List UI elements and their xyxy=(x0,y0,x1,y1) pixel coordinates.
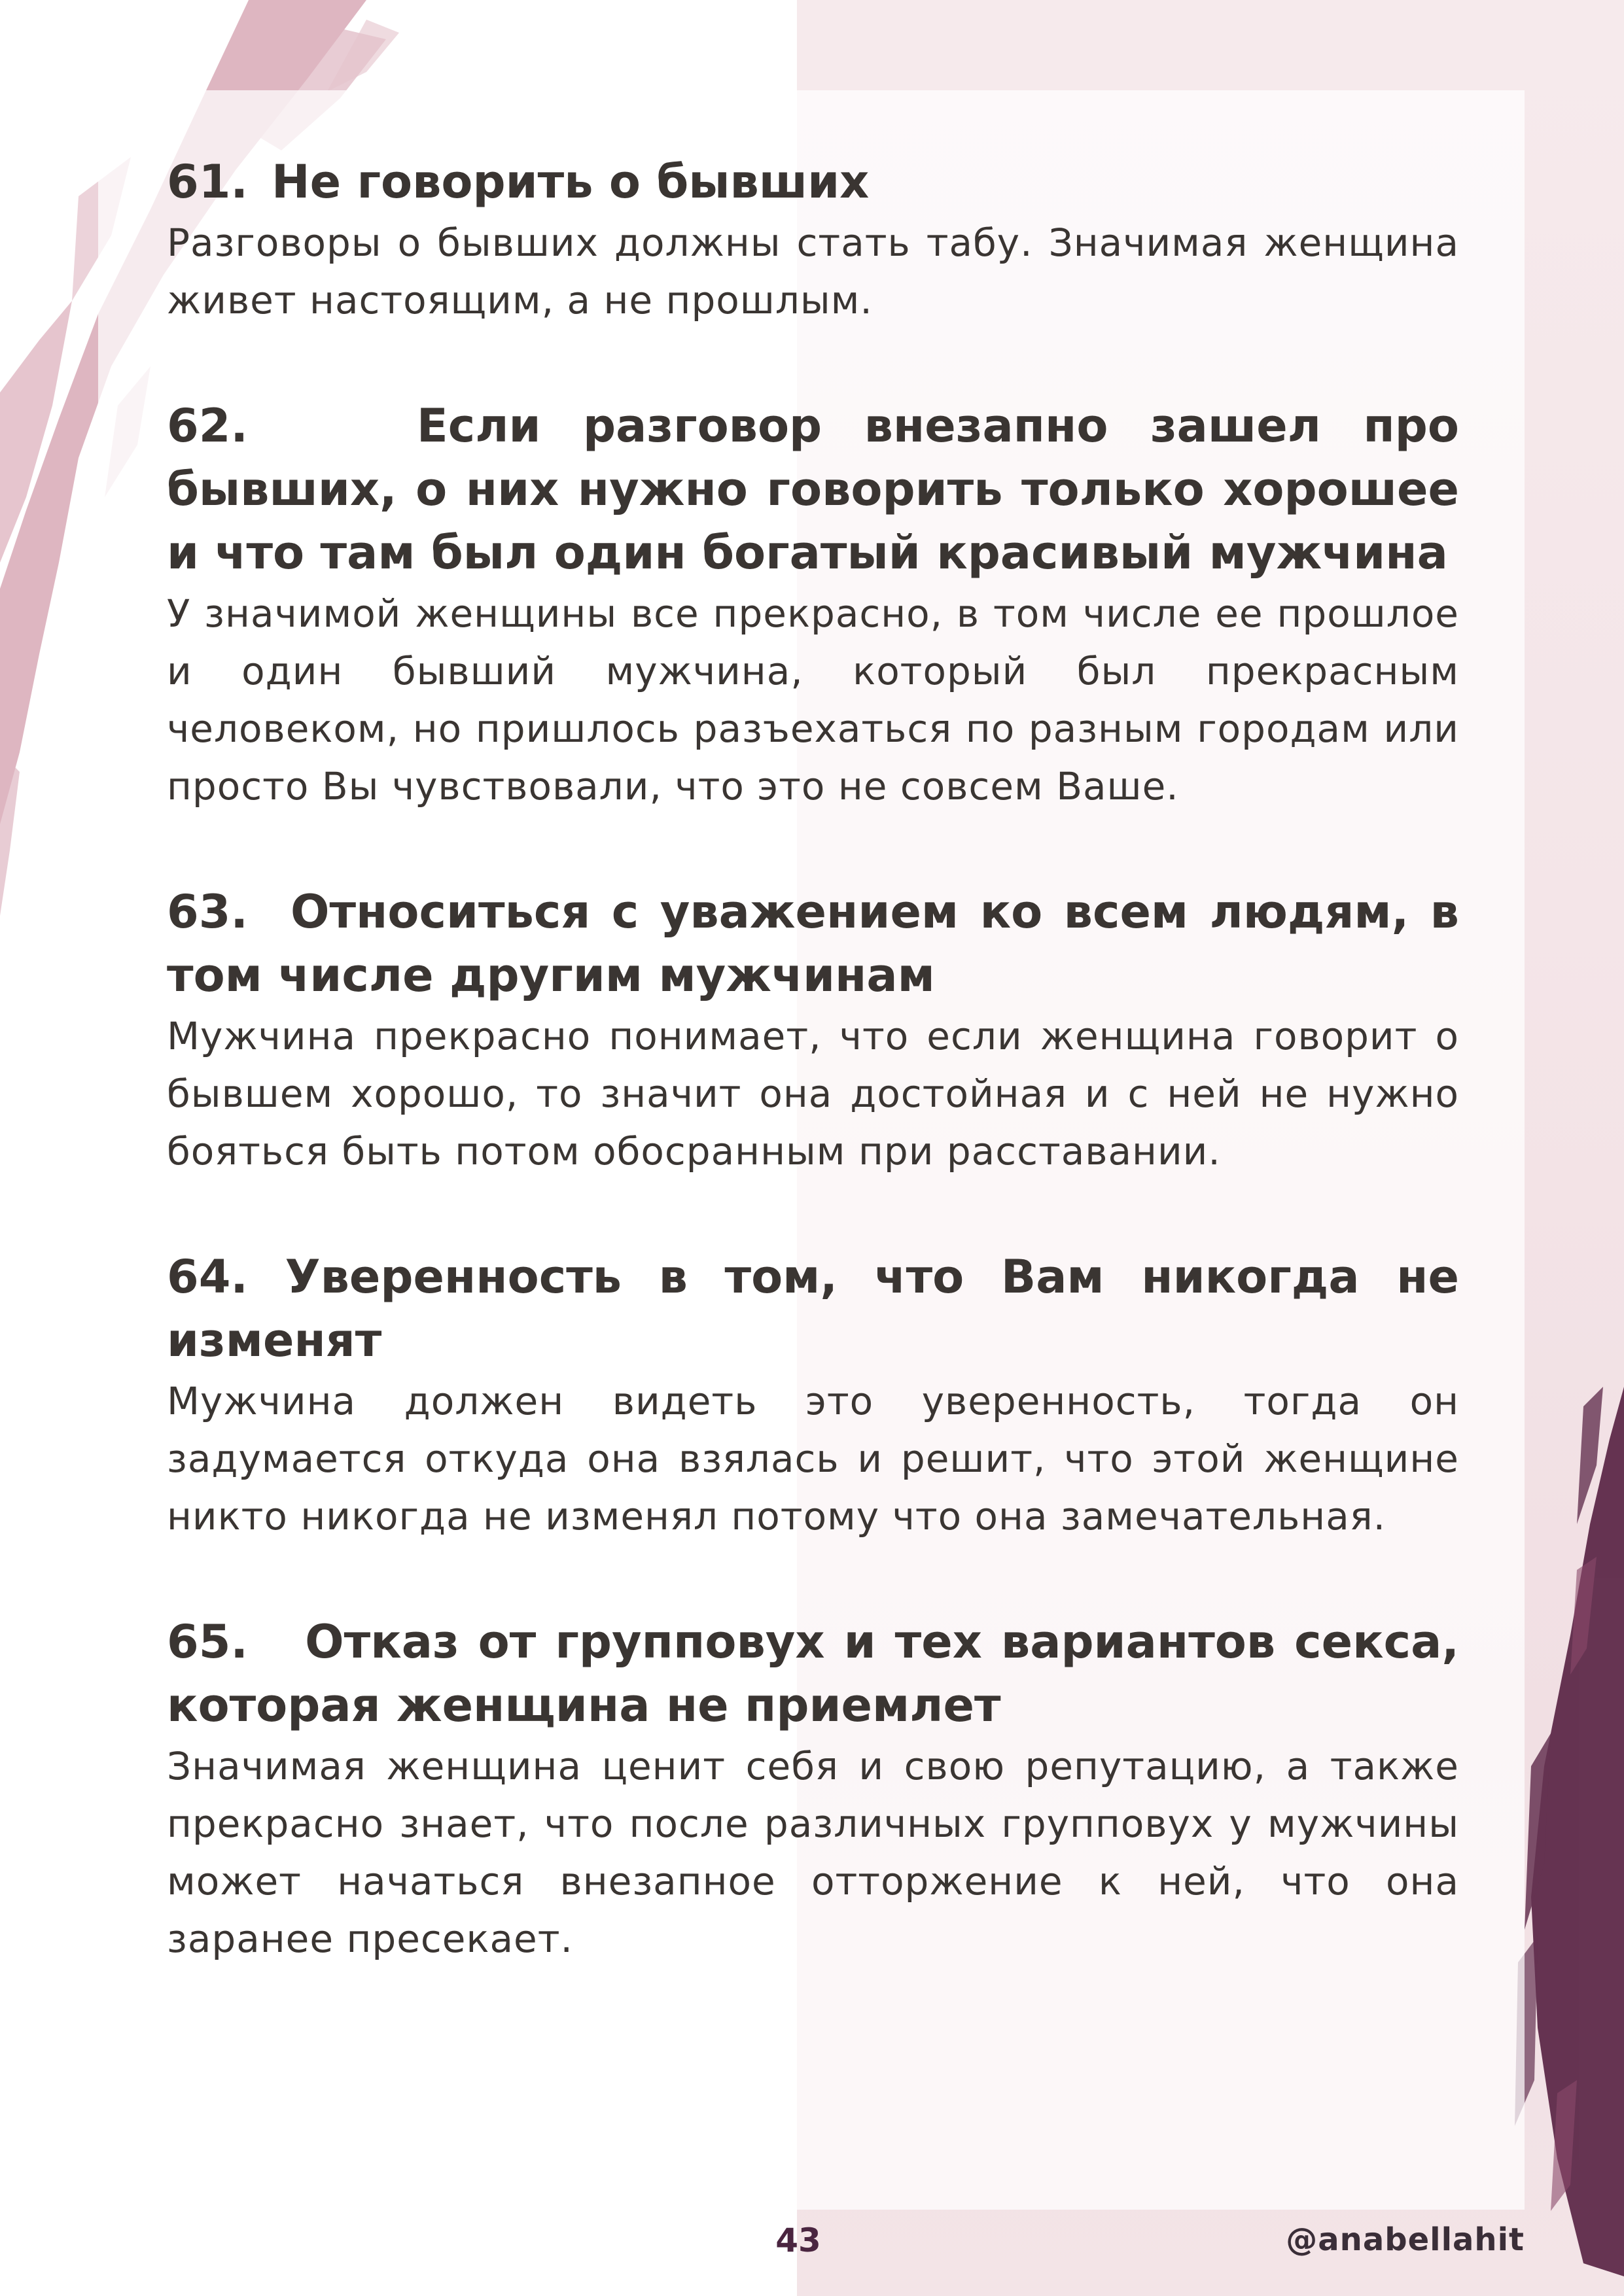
main-content xyxy=(167,150,1459,2033)
section-heading xyxy=(167,394,1459,585)
section-number: 64. xyxy=(167,1250,249,1304)
section-heading xyxy=(167,150,1459,214)
section-body: Значимая женщина ценит себя и свою репутацию, а также прекрасно знает, что после различных групповух у мужчины может начаться внезапное отторжение к ней, что она заранее пресекает. xyxy=(167,1744,1459,1961)
section-body: У значимой женщины все прекрасно, в том числе ее прошлое и один бывший мужчина, который был прекрасным человеком, но пришлось разъехаться по разным городам или просто Вы чувствовали, что это не совсем Ваше. xyxy=(167,591,1459,809)
section-body: Разговоры о бывших должны стать табу. Значимая женщина живет настоящим, а не прошлым. xyxy=(167,220,1459,322)
section-title: Не говорить о бывших xyxy=(272,155,870,209)
section-title: Если разговор внезапно зашел про бывших, о них нужно говорить только хорошее и что там был один богатый красивый мужчина xyxy=(167,399,1459,580)
section-body: Мужчина прекрасно понимает, что если женщина говорит о бывшем хорошо, то значит она достойная и с ней не нужно бояться быть потом обосранным при расставании. xyxy=(167,1014,1459,1174)
section-number: 63. xyxy=(167,885,249,939)
section-title-full xyxy=(167,880,1459,1007)
section-64 xyxy=(167,1245,1459,1545)
section-63 xyxy=(167,880,1459,1180)
section-number: 62. xyxy=(167,399,249,453)
page-number: 43 xyxy=(775,2221,821,2259)
author-handle: @anabellahit xyxy=(1286,2221,1525,2258)
section-heading xyxy=(167,1245,1459,1372)
section-title-full xyxy=(167,394,1459,585)
section-number: 65. xyxy=(167,1615,249,1669)
section-65 xyxy=(167,1610,1459,1968)
section-heading xyxy=(167,1610,1459,1737)
section-body: Мужчина должен видеть это уверенность, тогда он задумается откуда она взялась и решит, что этой женщине никто никогда не изменял потому что она замечательная. xyxy=(167,1379,1459,1539)
section-title: Относиться с уважением ко всем людям, в том числе другим мужчинам xyxy=(167,885,1459,1002)
section-61 xyxy=(167,150,1459,329)
section-title: Отказ от групповух и тех вариантов секса, которая женщина не приемлет xyxy=(167,1615,1459,1732)
section-title-full xyxy=(167,1245,1459,1372)
section-62 xyxy=(167,394,1459,815)
section-heading xyxy=(167,880,1459,1007)
section-title: Уверенность в том, что Вам никогда не изменят xyxy=(167,1250,1459,1367)
section-number: 61. xyxy=(167,155,249,209)
section-title-full xyxy=(167,1610,1459,1737)
